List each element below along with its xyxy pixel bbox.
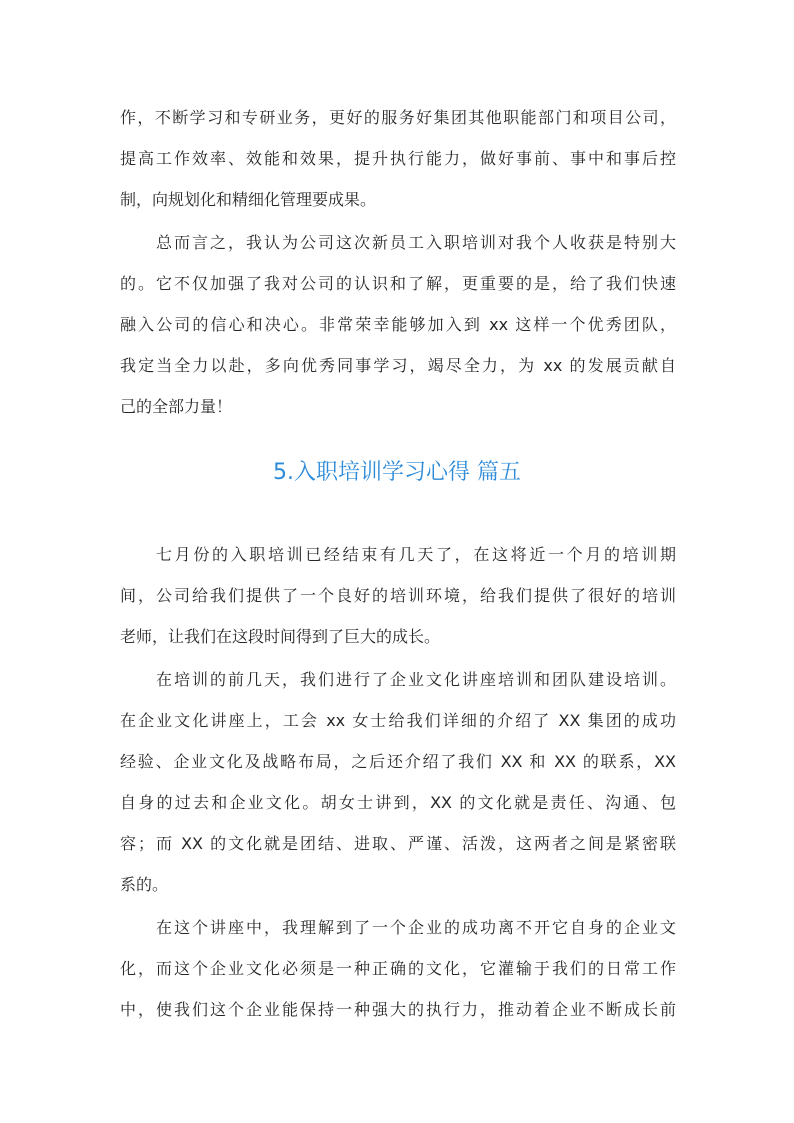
- text-line: 在企业文化讲座上，工会 xx 女士给我们详细的介绍了 XX 集团的成功: [120, 711, 676, 730]
- text-line: 间，公司给我们提供了一个良好的培训环境，给我们提供了很好的培训: [120, 586, 676, 605]
- text-line: 在这个讲座中，我理解到了一个企业的成功离不开它自身的企业文: [156, 918, 676, 937]
- text-line: 提高工作效率、效能和效果，提升执行能力，做好事前、事中和事后控: [120, 149, 676, 168]
- text-line: 融入公司的信心和决心。非常荣幸能够加入到 xx 这样一个优秀团队，: [120, 315, 676, 334]
- text-line: 系的。: [120, 875, 169, 894]
- text-line: 化，而这个企业文化必须是一种正确的文化，它灌输于我们的日常工作: [120, 959, 676, 978]
- text-line: 己的全部力量！: [120, 397, 233, 416]
- text-line: 在培训的前几天，我们进行了企业文化讲座培训和团队建设培训。: [156, 670, 676, 689]
- text-line: 经验、企业文化及战略布局，之后还介绍了我们 XX 和 XX 的联系，XX: [120, 752, 676, 771]
- text-line: 自身的过去和企业文化。胡女士讲到，XX 的文化就是责任、沟通、包: [120, 793, 676, 812]
- text-line: 七月份的入职培训已经结束有几天了，在这将近一个月的培训期: [156, 545, 676, 564]
- text-line: 中，使我们这个企业能保持一种强大的执行力，推动着企业不断成长前: [120, 1000, 676, 1019]
- text-line: 老师，让我们在这段时间得到了巨大的成长。: [120, 627, 441, 646]
- text-line: 总而言之，我认为公司这次新员工入职培训对我个人收获是特别大: [156, 233, 676, 252]
- text-line: 制，向规划化和精细化管理要成果。: [120, 190, 377, 209]
- text-line: 容；而 XX 的文化就是团结、进取、严谨、活泼，这两者之间是紧密联: [120, 834, 676, 853]
- section-heading: 5.入职培训学习心得 篇五: [273, 460, 521, 485]
- text-line: 作，不断学习和专研业务，更好的服务好集团其他职能部门和项目公司，: [120, 108, 676, 127]
- text-line: 的。它不仅加强了我对公司的认识和了解，更重要的是，给了我们快速: [120, 274, 676, 293]
- text-line: 我定当全力以赴，多向优秀同事学习，竭尽全力，为 xx 的发展贡献自: [120, 356, 676, 375]
